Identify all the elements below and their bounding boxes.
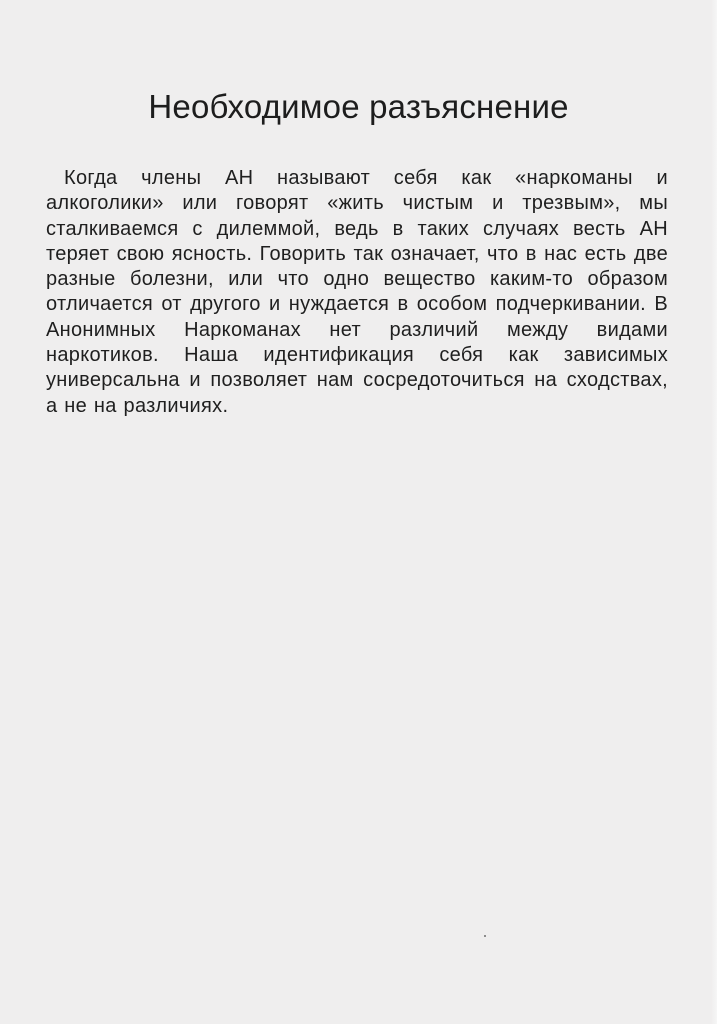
page-title: Необходимое разъяснение [148,88,569,125]
body-paragraph: Когда члены АН называют себя как «наркоманы и алкоголики» или говорят «жить чистым и трезвым», мы сталкиваемся с дилеммой, ведь в таких случаях весть АН теряет свою ясность. Говорить так означает, что в нас есть две разные болезни, или что одно вещество каким-то образом отличается от другого и нуждается в особом подчеркивании. В Анонимных Наркоманах нет различий между видами наркотиков. Наша идентификация себя как зависимых универсальна и позволяет нам сосредоточиться на сходствах, а не на различиях. [46,167,668,417]
scan-edge [711,0,717,1024]
scan-speck [484,935,486,937]
